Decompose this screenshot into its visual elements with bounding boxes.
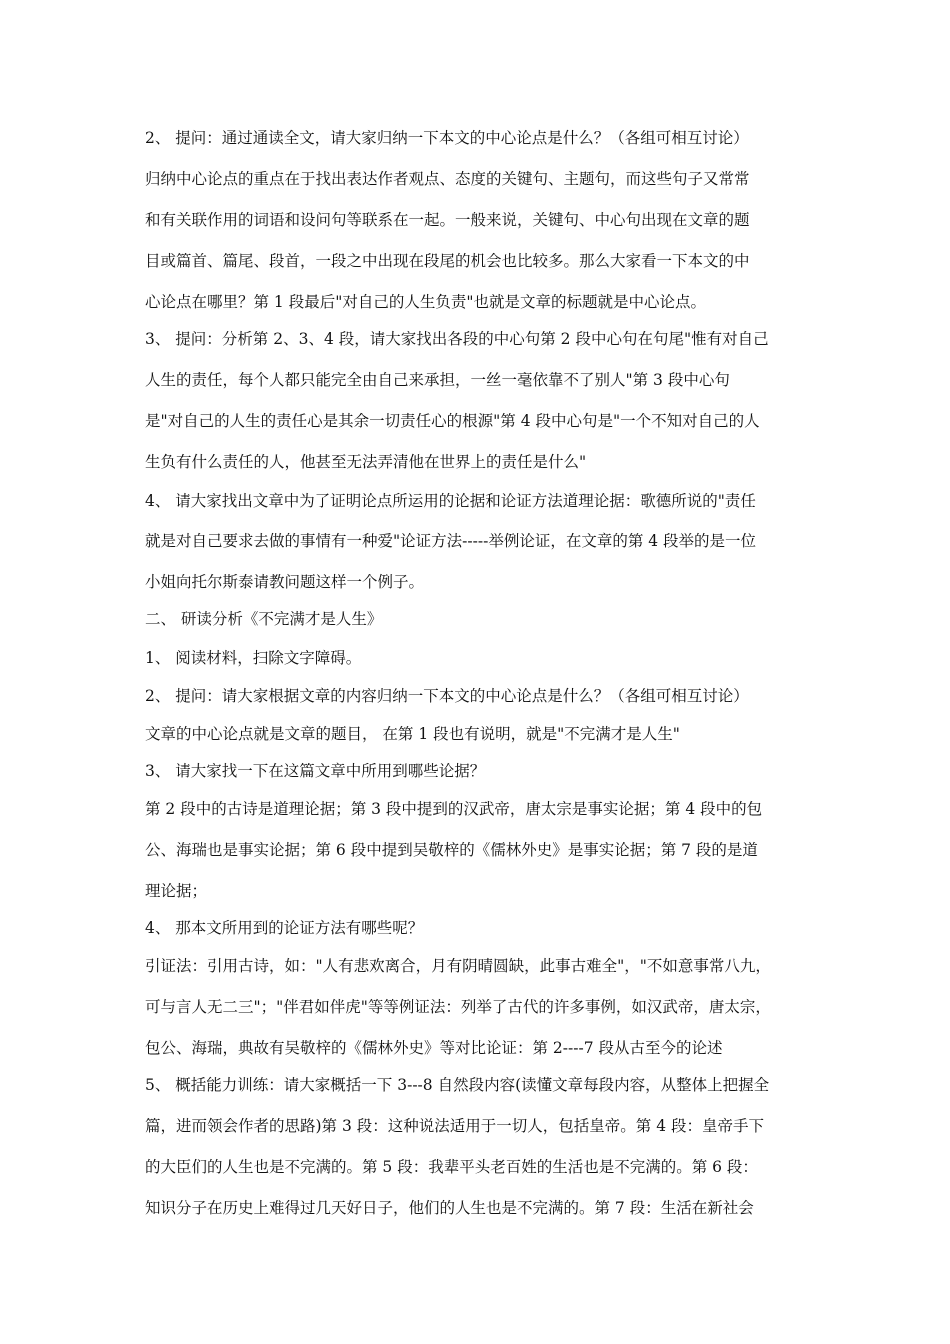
text-line: 心论点在哪里？第 1 段最后"对自己的人生负责"也就是文章的标题就是中心论点。 xyxy=(145,293,706,311)
text-line: 和有关联作用的词语和设问句等联系在一起。一般来说，关键句、中心句出现在文章的题 xyxy=(145,211,750,229)
text-line: 公、海瑞也是事实论据；第 6 段中提到吴敬梓的《儒林外史》是事实论据；第 7 段的是道 xyxy=(145,841,758,859)
text-line: 理论据； xyxy=(145,882,208,900)
text-line: 3、 请大家找一下在这篇文章中所用到哪些论据？ xyxy=(145,762,486,780)
text-line: 3、 提问：分析第 2、3、4 段，请大家找出各段的中心句第 2 段中心句在句尾"惟有对自己 xyxy=(145,330,769,348)
text-line: 篇，进而领会作者的思路)第 3 段：这种说法适用于一切人，包括皇帝。第 4 段：皇帝手下 xyxy=(145,1117,764,1135)
text-line: 4、 那本文所用到的论证方法有哪些呢？ xyxy=(145,919,424,937)
text-line: 小姐向托尔斯泰请教问题这样一个例子。 xyxy=(145,573,425,591)
text-line: 目或篇首、篇尾、段首，一段之中出现在段尾的机会也比较多。那么大家看一下本文的中 xyxy=(145,252,750,270)
text-line: 1、 阅读材料，扫除文字障碍。 xyxy=(145,649,362,667)
text-line: 2、 提问：通过通读全文，请大家归纳一下本文的中心论点是什么？（各组可相互讨论） xyxy=(145,129,749,147)
text-line: 是"对自己的人生的责任心是其余一切责任心的根源"第 4 段中心句是"一个不知对自己的人 xyxy=(145,412,760,430)
text-line: 生负有什么责任的人，他甚至无法弄清他在世界上的责任是什么" xyxy=(145,453,587,471)
text-line: 4、 请大家找出文章中为了证明论点所运用的论据和论证方法道理论据：歌德所说的"责任 xyxy=(145,492,756,510)
text-line: 归纳中心论点的重点在于找出表达作者观点、态度的关键句、主题句，而这些句子又常常 xyxy=(145,170,750,188)
text-line: 的大臣们的人生也是不完满的。第 5 段：我辈平头老百姓的生活也是不完满的。第 6 段： xyxy=(145,1158,758,1176)
text-line: 引证法：引用古诗，如："人有悲欢离合，月有阴晴圆缺，此事古难全"，"不如意事常八九， xyxy=(145,957,771,975)
text-line: 可与言人无二三"；"伴君如伴虎"等等例证法：列举了古代的许多事例，如汉武帝，唐太宗， xyxy=(145,998,771,1016)
text-line: 包公、海瑞，典故有吴敬梓的《儒林外史》等对比论证：第 2----7 段从古至今的论述 xyxy=(145,1039,723,1057)
text-line: 人生的责任，每个人都只能完全由自己来承担，一丝一毫依靠不了别人"第 3 段中心句 xyxy=(145,371,730,389)
text-line: 文章的中心论点就是文章的题目， 在第 1 段也有说明，就是"不完满才是人生" xyxy=(145,725,680,743)
text-line: 第 2 段中的古诗是道理论据；第 3 段中提到的汉武帝，唐太宗是事实论据；第 4 段中的包 xyxy=(145,800,763,818)
text-line: 5、 概括能力训练：请大家概括一下 3---8 自然段内容(读懂文章每段内容，从整体上把握全 xyxy=(145,1076,770,1094)
section-heading: 二、 研读分析《不完满才是人生》 xyxy=(145,610,383,628)
text-line: 就是对自己要求去做的事情有一种爱"论证方法-----举例论证，在文章的第 4 段举的是一位 xyxy=(145,532,757,550)
text-line: 知识分子在历史上难得过几天好日子，他们的人生也是不完满的。第 7 段：生活在新社会 xyxy=(145,1199,754,1217)
text-line: 2、 提问：请大家根据文章的内容归纳一下本文的中心论点是什么？（各组可相互讨论） xyxy=(145,687,749,705)
